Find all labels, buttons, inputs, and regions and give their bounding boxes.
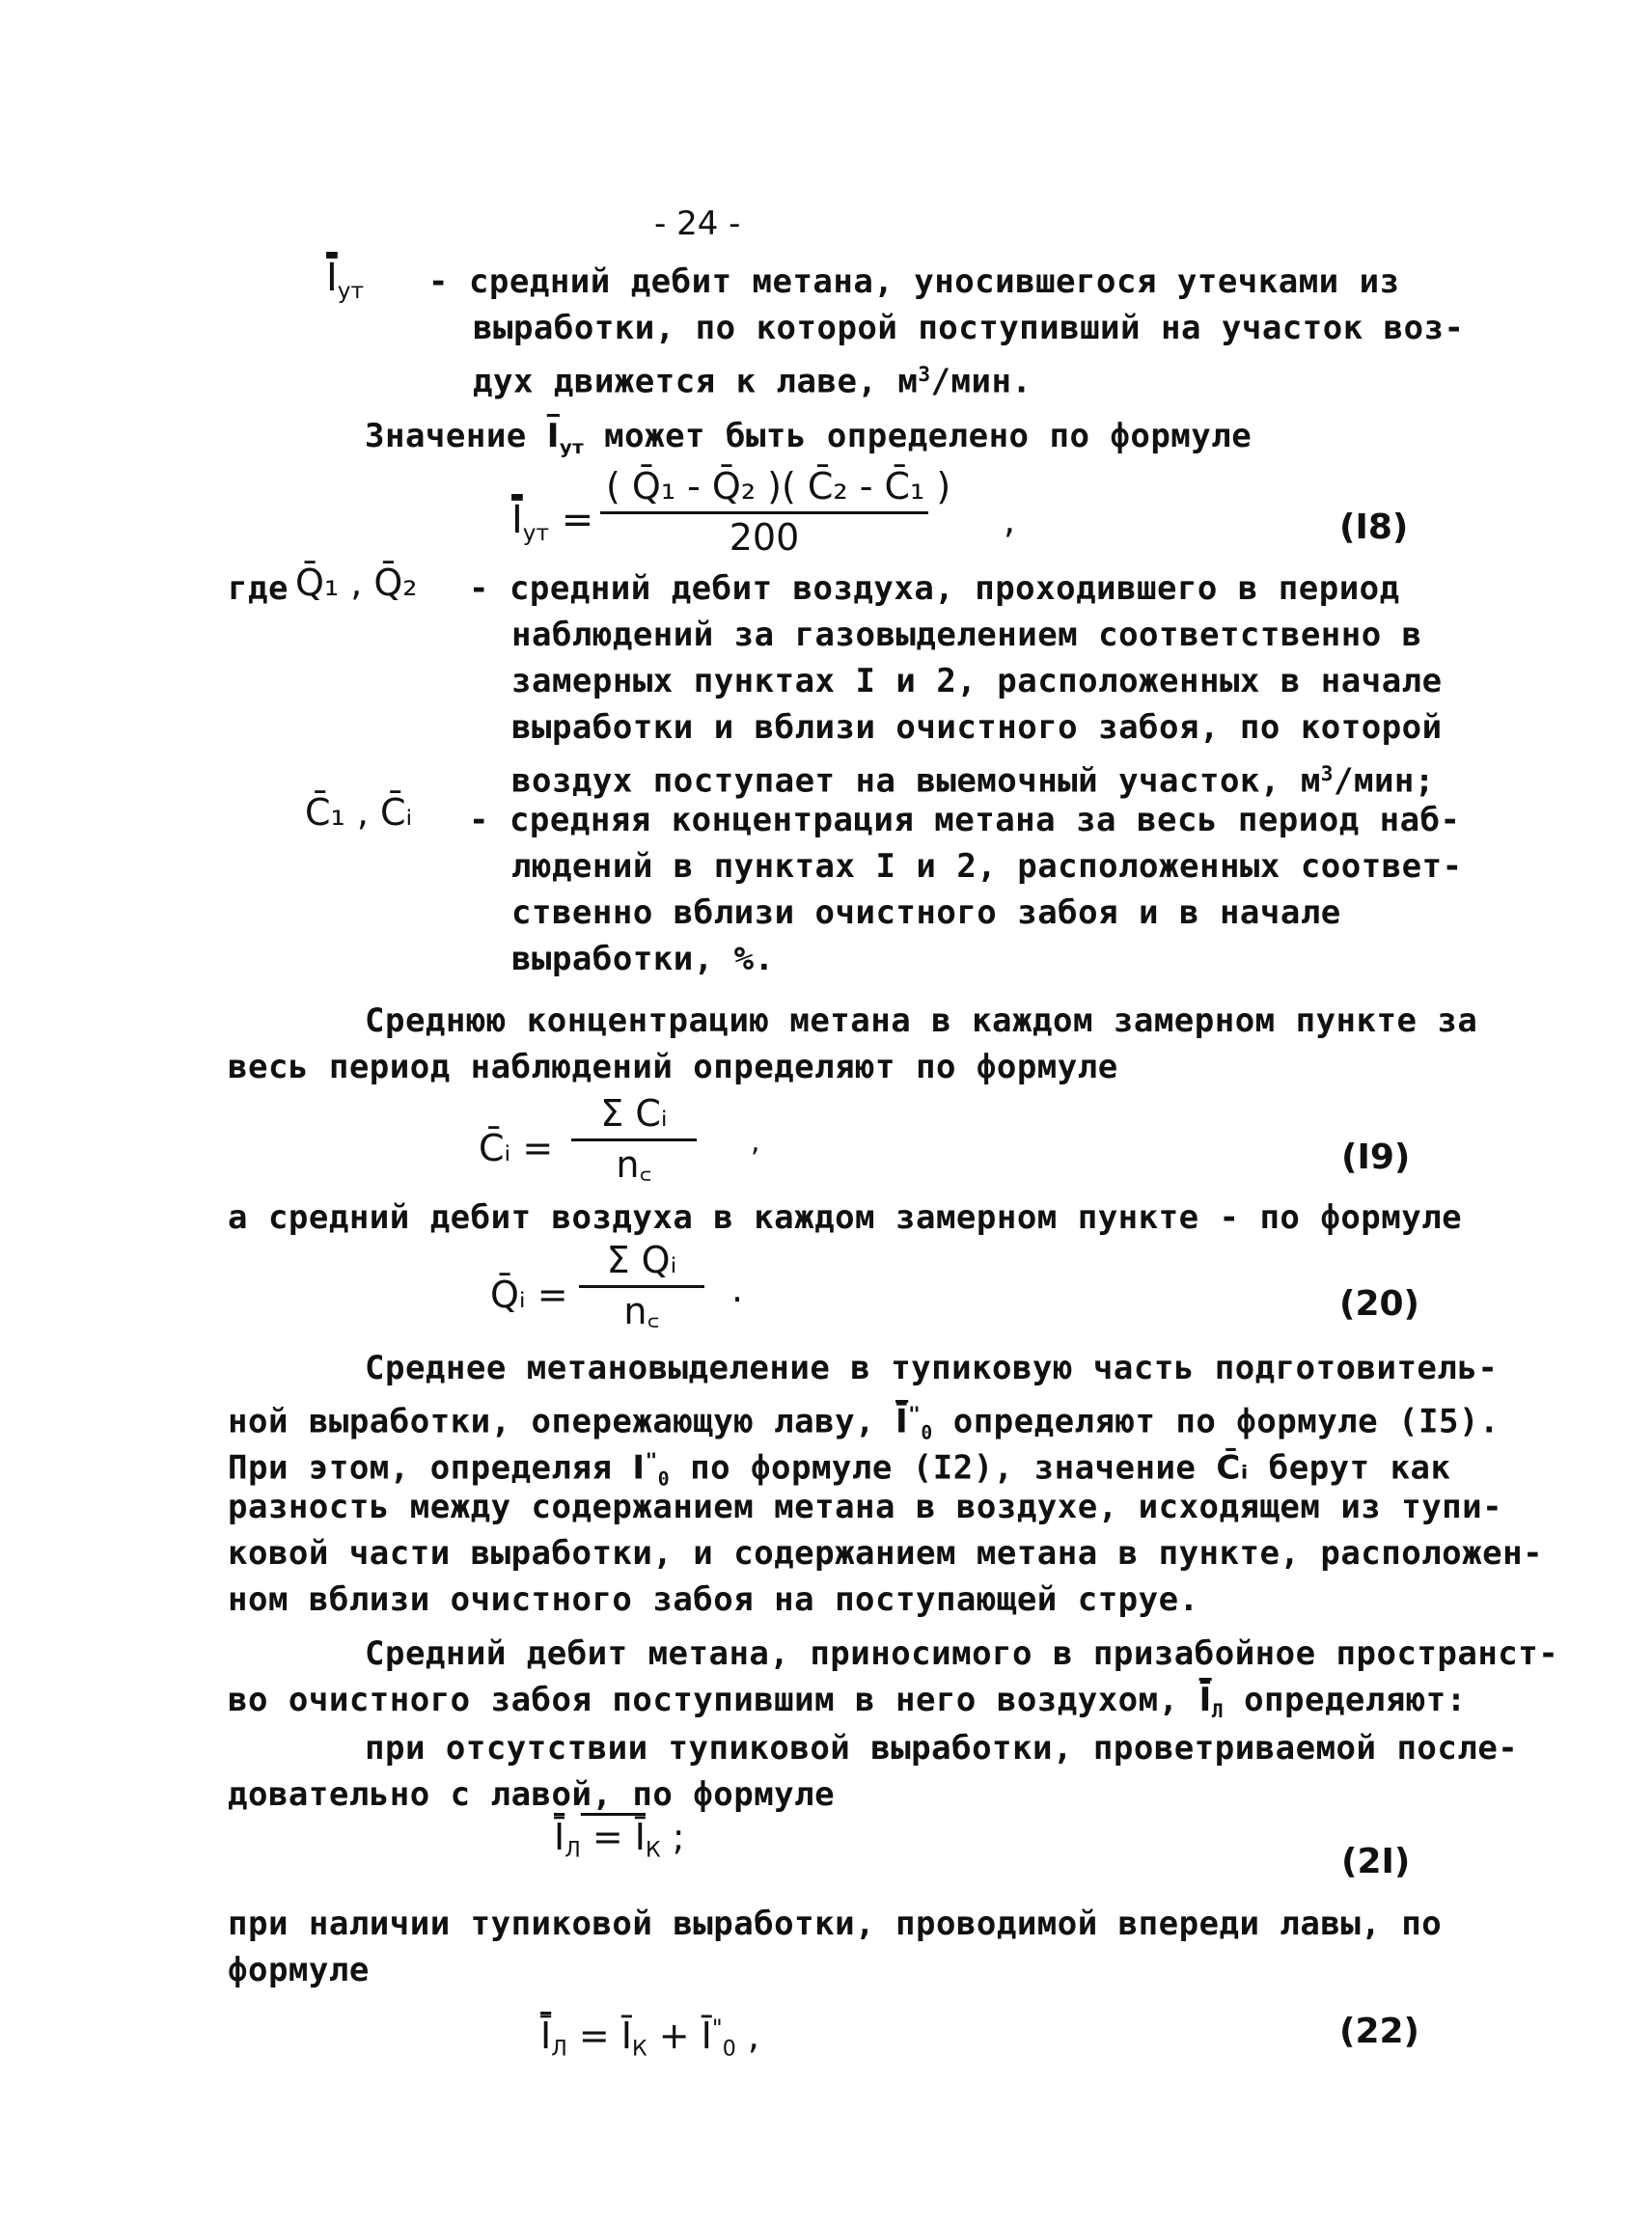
eq20-denominator: n꜀ <box>623 1290 660 1332</box>
text-line: формуле <box>228 1951 370 1989</box>
eq19-fraction <box>571 1090 697 1188</box>
text-line: - средняя концентрация метана за весь период наб- <box>469 801 1461 839</box>
page-number: - 24 - <box>654 205 741 243</box>
eq20-lhs: Q̄ᵢ = <box>490 1274 568 1316</box>
text-line: а средний дебит воздуха в каждом замерном пункте - по формуле <box>228 1198 1463 1237</box>
text-line: При этом, определяя $I^"_0$ по формуле (I2), значение C̄ᵢ берут как <box>228 1448 1451 1491</box>
text-line: выработки, %. <box>511 940 775 978</box>
text-line: Средний дебит метана, приносимого в призабойное пространст- <box>365 1634 1559 1673</box>
text-line: Среднюю концентрацию метана в каждом замерном пункте за <box>365 1001 1478 1040</box>
text-line: разность между содержанием метана в воздухе, исходящем из тупи- <box>228 1488 1503 1526</box>
eq21-expression: $\overline{Ī}_Л$ = $Ī_К$ ; <box>554 1816 685 1863</box>
eq22-expression: $\overline{Ī}_Л$ = $Ī_К$ + $Ī^"_0$ , <box>540 2014 759 2062</box>
text-line: наблюдений за газовыделением соответственно в <box>511 616 1422 654</box>
text-line: при отсутствии тупиковой выработки, проветриваемой после- <box>365 1729 1519 1768</box>
text-line: дух движется к лаве, $м^3$/мин. <box>473 362 1032 401</box>
text-line: воздух поступает на выемочный участок, $м^3$/мин; <box>511 761 1435 801</box>
text-line: - средний дебит метана, уносившегося утечками из <box>428 262 1400 301</box>
symbols-c1-ci: C̄₁ , C̄ᵢ <box>305 791 413 834</box>
text-line: весь период наблюдений определяют по формуле <box>228 1048 1118 1086</box>
eq18-numerator: ( Q̄₁ - Q̄₂ )( C̄₂ - C̄₁ ) <box>600 463 928 514</box>
text-line: людений в пунктах I и 2, расположенных соответ- <box>511 847 1463 886</box>
text-line: замерных пунктах I и 2, расположенных в начале <box>511 662 1443 700</box>
text-line: где <box>228 569 289 608</box>
eq22-number: (22) <box>1339 2012 1420 2051</box>
eq19-number: (I9) <box>1341 1138 1411 1177</box>
eq21-number: (2I) <box>1341 1842 1411 1881</box>
text-line: во очистного забоя поступившим в него воздухом, $\overline{Ī}_Л$ определяют: <box>228 1681 1467 1722</box>
symbols-q1-q2: Q̄₁ , Q̄₂ <box>295 562 418 604</box>
eq18-number: (I8) <box>1339 507 1409 547</box>
eq18-fraction <box>600 463 951 561</box>
text-line: довательно с лавой, по формуле <box>228 1775 836 1814</box>
text-line: выработки и вблизи очистного забоя, по которой <box>511 708 1443 747</box>
text-line: выработки, по которой поступивший на участок воз- <box>473 309 1465 347</box>
text-line: Среднее метановыделение в тупиковую часть подготовитель- <box>365 1349 1499 1387</box>
text-line: при наличии тупиковой выработки, проводимой впереди лавы, по <box>228 1905 1443 1943</box>
symbol-i-ut: $\overline{Ī}_{ут}$ <box>326 256 365 305</box>
text-line: ной выработки, опережающую лаву, $\overline{Ī}^"_0$ определяют по формуле (I5). <box>228 1402 1500 1444</box>
eq19-punct: , <box>751 1125 760 1159</box>
text-line: ном вблизи очистного забоя на поступающей струе. <box>228 1580 1199 1619</box>
eq20-punct: . <box>731 1268 744 1310</box>
eq20-numerator: Σ Qᵢ <box>579 1237 704 1288</box>
text-line: ковой части выработки, и содержанием метана в пункте, расположен- <box>228 1534 1544 1573</box>
eq18-punct: , <box>1004 499 1016 541</box>
text-line: ственно вблизи очистного забоя и в начале <box>511 893 1341 932</box>
eq20-fraction <box>579 1237 704 1334</box>
eq18-lhs: $\overline{Ī}_{ут}$ = <box>511 498 594 547</box>
eq19-lhs: C̄ᵢ = <box>479 1127 554 1169</box>
eq18-denominator: 200 <box>729 516 800 559</box>
text-line: - средний дебит воздуха, проходившего в период <box>469 569 1400 608</box>
text-line: Значение $\overline{I}_{ут}$ может быть определено по формуле <box>365 417 1253 458</box>
eq19-denominator: n꜀ <box>616 1143 652 1186</box>
eq20-number: (20) <box>1339 1284 1420 1324</box>
eq19-numerator: Σ Cᵢ <box>571 1090 697 1141</box>
